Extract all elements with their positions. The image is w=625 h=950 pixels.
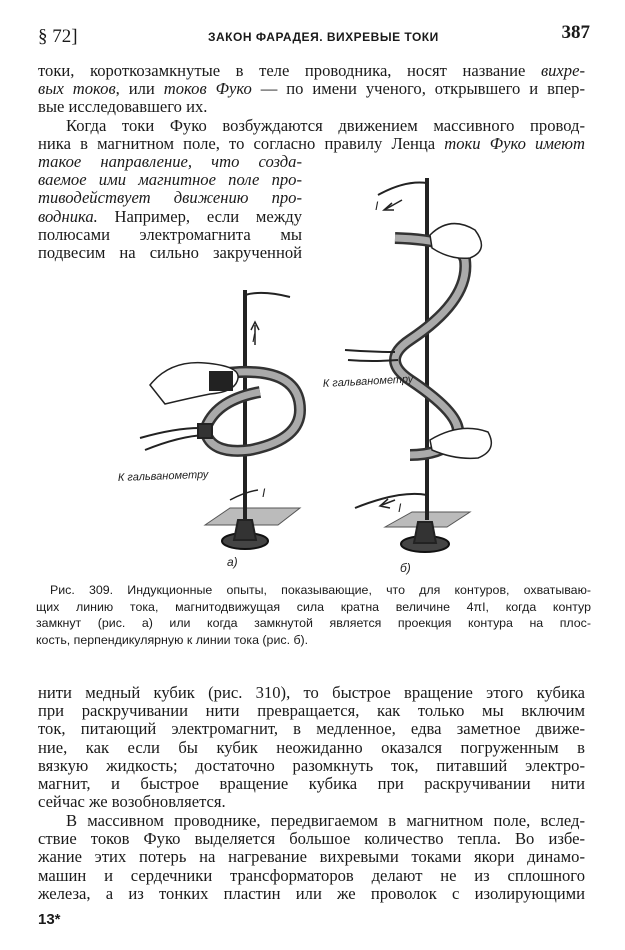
current-label-b: I [375, 199, 379, 213]
text-line: токи, короткозамкнутые в теле проводника, носят название вихре- [38, 61, 585, 80]
text-line: сейчас же возобновляется. [38, 792, 226, 812]
signature-mark: 13* [38, 911, 61, 928]
text-line: машин и сердечники трансформаторов делают не из сплошного [38, 865, 585, 885]
paragraph-1 [38, 62, 585, 117]
text-line: В массивном проводнике, передвигаемом в магнитном поле, вслед- [66, 811, 585, 830]
galvanometer-label-b: К гальванометру [322, 373, 414, 390]
current-label-b2: I [398, 501, 402, 515]
text-line: подвесим на сильно закрученной [38, 243, 302, 263]
text-line: такое направление, что созда- [38, 152, 302, 171]
text-line: водника. Например, если между [38, 206, 302, 226]
figure-label-a: а) [227, 555, 238, 569]
text-line: тиводействует движению про- [38, 188, 302, 208]
page-number: 387 [561, 22, 590, 43]
caption-line: Рис. 309. Индукционные опыты, показывающие, что для контуров, охватываю- [50, 583, 591, 597]
text-line: магнит, и быстрое вращение кубика при раскручивании нити [38, 774, 585, 794]
text-line: ствие токов Фуко выделяется большое количество тепла. Во избе- [38, 829, 585, 849]
text-line: нити медный кубик (рис. 310), то быстрое вращение этого кубика [38, 683, 585, 702]
figure-b-apparatus [345, 178, 491, 552]
galvanometer-label-a: К гальванометру [117, 468, 209, 484]
paragraph-4 [38, 812, 585, 903]
text-line: Когда токи Фуко возбуждаются движением массивного провод- [66, 116, 585, 135]
text-line: ток, питающий электромагнит, в медленное, едва заметное движе- [38, 719, 585, 739]
paragraph-3 [38, 684, 585, 811]
section-marker: § 72] [38, 26, 78, 47]
text-line: полюсами электромагнита мы [38, 224, 302, 244]
text-line: ника в магнитном поле, то согласно правилу Ленца токи Фуко имеют [38, 134, 585, 154]
running-title: ЗАКОН ФАРАДЕЯ. ВИХРЕВЫЕ ТОКИ [208, 30, 439, 44]
text-line: ваемое ими магнитное поле про- [38, 170, 302, 190]
text-line: вых токов, или токов Фуко — по имени ученого, открывшего и впер- [38, 79, 585, 99]
caption-line: щих линию тока, магнитодвижущая сила кратна величине 4πI, когда контур [36, 599, 591, 614]
current-label-a2: I [262, 486, 266, 500]
figure-309 [0, 160, 625, 580]
caption-line: замкнут (рис. а) или когда замкнутой является проекция контура на плос- [36, 616, 591, 630]
text-line: жание этих потерь на нагревание вихревыми токами якори динамо- [38, 847, 585, 867]
paragraph-2 [38, 117, 585, 153]
text-line: вые исследовавшего их. [38, 97, 208, 117]
figure-a-apparatus [140, 290, 300, 549]
figure-caption [36, 582, 591, 648]
text-line: ние, как если бы кубик неожиданно оказался погруженным в [38, 737, 585, 757]
caption-line: кость, перпендикулярную к линии тока (рис. б). [36, 632, 309, 647]
current-label-a: I [252, 331, 256, 345]
text-line: железа, а из тонких пластин или же проволок с изолирующими [38, 883, 585, 903]
text-line: вязкую жидкость; достаточно разомкнуть ток, питавший электро- [38, 755, 585, 775]
text-line: при раскручивании нити превращается, как только мы включим [38, 701, 585, 721]
figure-label-b: б) [400, 561, 411, 575]
